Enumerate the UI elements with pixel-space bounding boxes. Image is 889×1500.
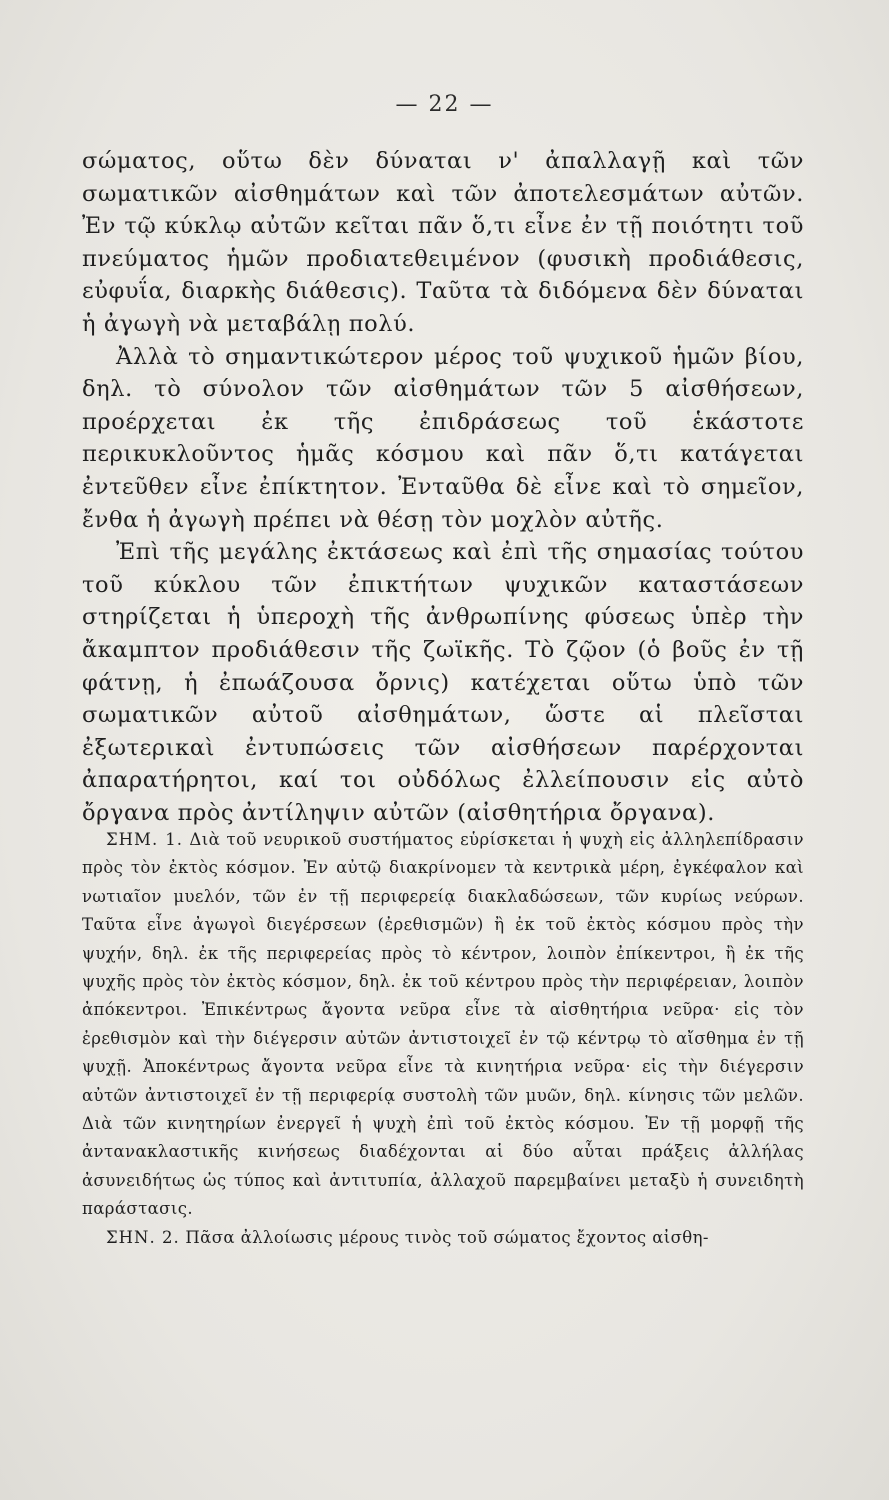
footnotes: [82, 826, 804, 1252]
note-2-text: Πᾶσα ἀλλοίωσις μέρους τινὸς τοῦ σώματος ἔχοντος αἰσθη-: [185, 1227, 709, 1247]
note-1-label: ΣΗΜ. 1.: [106, 830, 183, 849]
note-2-label: ΣΗΝ. 2.: [106, 1227, 180, 1247]
note-1-text: Διὰ τοῦ νευρικοῦ συστήματος εὑρίσκεται ἡ ψυχὴ εἰς ἀλληλεπίδρασιν πρὸς τὸν ἐκτὸς κόσμον. Ἐν αὐτῷ διακρίνομεν τὰ κεντρικὰ μέρη, ἐγκέφαλον καὶ νωτιαῖον μυελόν, τῶν ἐν τῇ περιφερείᾳ διακλαδώσεων, τῶν κυρίως νεύρων. Ταῦτα εἶνε ἀγωγοὶ διεγέρσεων (ἐρεθισμῶν) ἢ ἐκ τοῦ ἐκτὸς κόσμου πρὸς τὴν ψυχήν, δηλ. ἐκ τῆς περιφερείας πρὸς τὸ κέντρον, λοιπὸν ἐπίκεντροι, ἢ ἐκ τῆς ψυχῆς πρὸς τὸν ἐκτὸς κόσμον, δηλ. ἐκ τοῦ κέντρου πρὸς τὴν περιφέρειαν, λοιπὸν ἀπόκεντροι. Ἐπικέντρως ἄγοντα νεῦρα εἶνε τὰ αἰσθητήρια νεῦρα· εἰς τὸν ἐρεθισμὸν καὶ τὴν διέγερσιν αὐτῶν ἀντιστοιχεῖ ἐν τῷ κέντρῳ τὸ αἴσθημα ἐν τῇ ψυχῇ. Ἀποκέντρως ἄγοντα νεῦρα εἶνε τὰ κινητήρια νεῦρα· εἰς τὴν διέγερσιν αὐτῶν ἀντιστοιχεῖ ἐν τῇ περιφερίᾳ συστολὴ τῶν μυῶν, δηλ. κίνησις τῶν μελῶν. Διὰ τῶν κινητηρίων ἐνεργεῖ ἡ ψυχὴ ἐπὶ τοῦ ἐκτὸς κόσμου. Ἐν τῇ μορφῇ τῆς ἀντανακλαστικῆς κινήσεως διαδέχονται αἱ δύο αὗται πράξεις ἀλλήλας ἀσυνειδήτως ὡς τύπος καὶ ἀντιτυπία, ἀλλαχοῦ παρεμβαίνει μεταξὺ ἡ συνειδητὴ παράστασις.: [82, 830, 804, 1219]
page-number: — 22 —: [395, 92, 494, 117]
main-text: [82, 145, 804, 829]
note-1: [82, 826, 804, 1224]
paragraph-1: σώματος, οὕτω δὲν δύναται ν' ἀπαλλαγῇ καὶ τῶν σωματικῶν αἰσθημάτων καὶ τῶν ἀποτελεσμάτων αὐτῶν. Ἐν τῷ κύκλῳ αὐτῶν κεῖται πᾶν ὅ,τι εἶνε ἐν τῇ ποιότητι τοῦ πνεύματος ἡμῶν προδιατεθειμένον (φυσικὴ προδιάθεσις, εὐφυΐα, διαρκὴς διάθεσις). Ταῦτα τὰ διδόμενα δὲν δύναται ἡ ἀγωγὴ νὰ μεταβάλῃ πολύ.: [82, 148, 804, 337]
note-2: [82, 1224, 804, 1252]
paragraph-2: Ἀλλὰ τὸ σημαντικώτερον μέρος τοῦ ψυχικοῦ ἡμῶν βίου, δηλ. τὸ σύνολον τῶν αἰσθημάτων τῶν 5 αἰσθήσεων, προέρχεται ἐκ τῆς ἐπιδράσεως τοῦ ἑκάστοτε περικυκλοῦντος ἡμᾶς κόσμου καὶ πᾶν ὅ,τι κατάγεται ἐντεῦθεν εἶνε ἐπίκτητον. Ἐνταῦθα δὲ εἶνε καὶ τὸ σημεῖον, ἔνθα ἡ ἀγωγὴ πρέπει νὰ θέσῃ τὸν μοχλὸν αὐτῆς.: [82, 343, 804, 533]
paragraph-3: Ἐπὶ τῆς μεγάλης ἐκτάσεως καὶ ἐπὶ τῆς σημασίας τούτου τοῦ κύκλου τῶν ἐπικτήτων ψυχικῶν καταστάσεων στηρίζεται ἡ ὑπεροχὴ τῆς ἀνθρωπίνης φύσεως ὑπὲρ τὴν ἄκαμπτον προδιάθεσιν τῆς ζωϊκῆς. Τὸ ζῷον (ὁ βοῦς ἐν τῇ φάτνῃ, ἡ ἐπωάζουσα ὄρνις) κατέχεται οὕτω ὑπὸ τῶν σωματικῶν αὐτοῦ αἰσθημάτων, ὥστε αἱ πλεῖσται ἐξωτερικαὶ ἐντυπώσεις τῶν αἰσθήσεων παρέρχονται ἀπαρατήρητοι, καί τοι οὐδόλως ἐλλείπουσιν εἰς αὐτὸ ὄργανα πρὸς ἀντίληψιν αὐτῶν (αἰσθητήρια ὄργανα).: [82, 539, 804, 826]
